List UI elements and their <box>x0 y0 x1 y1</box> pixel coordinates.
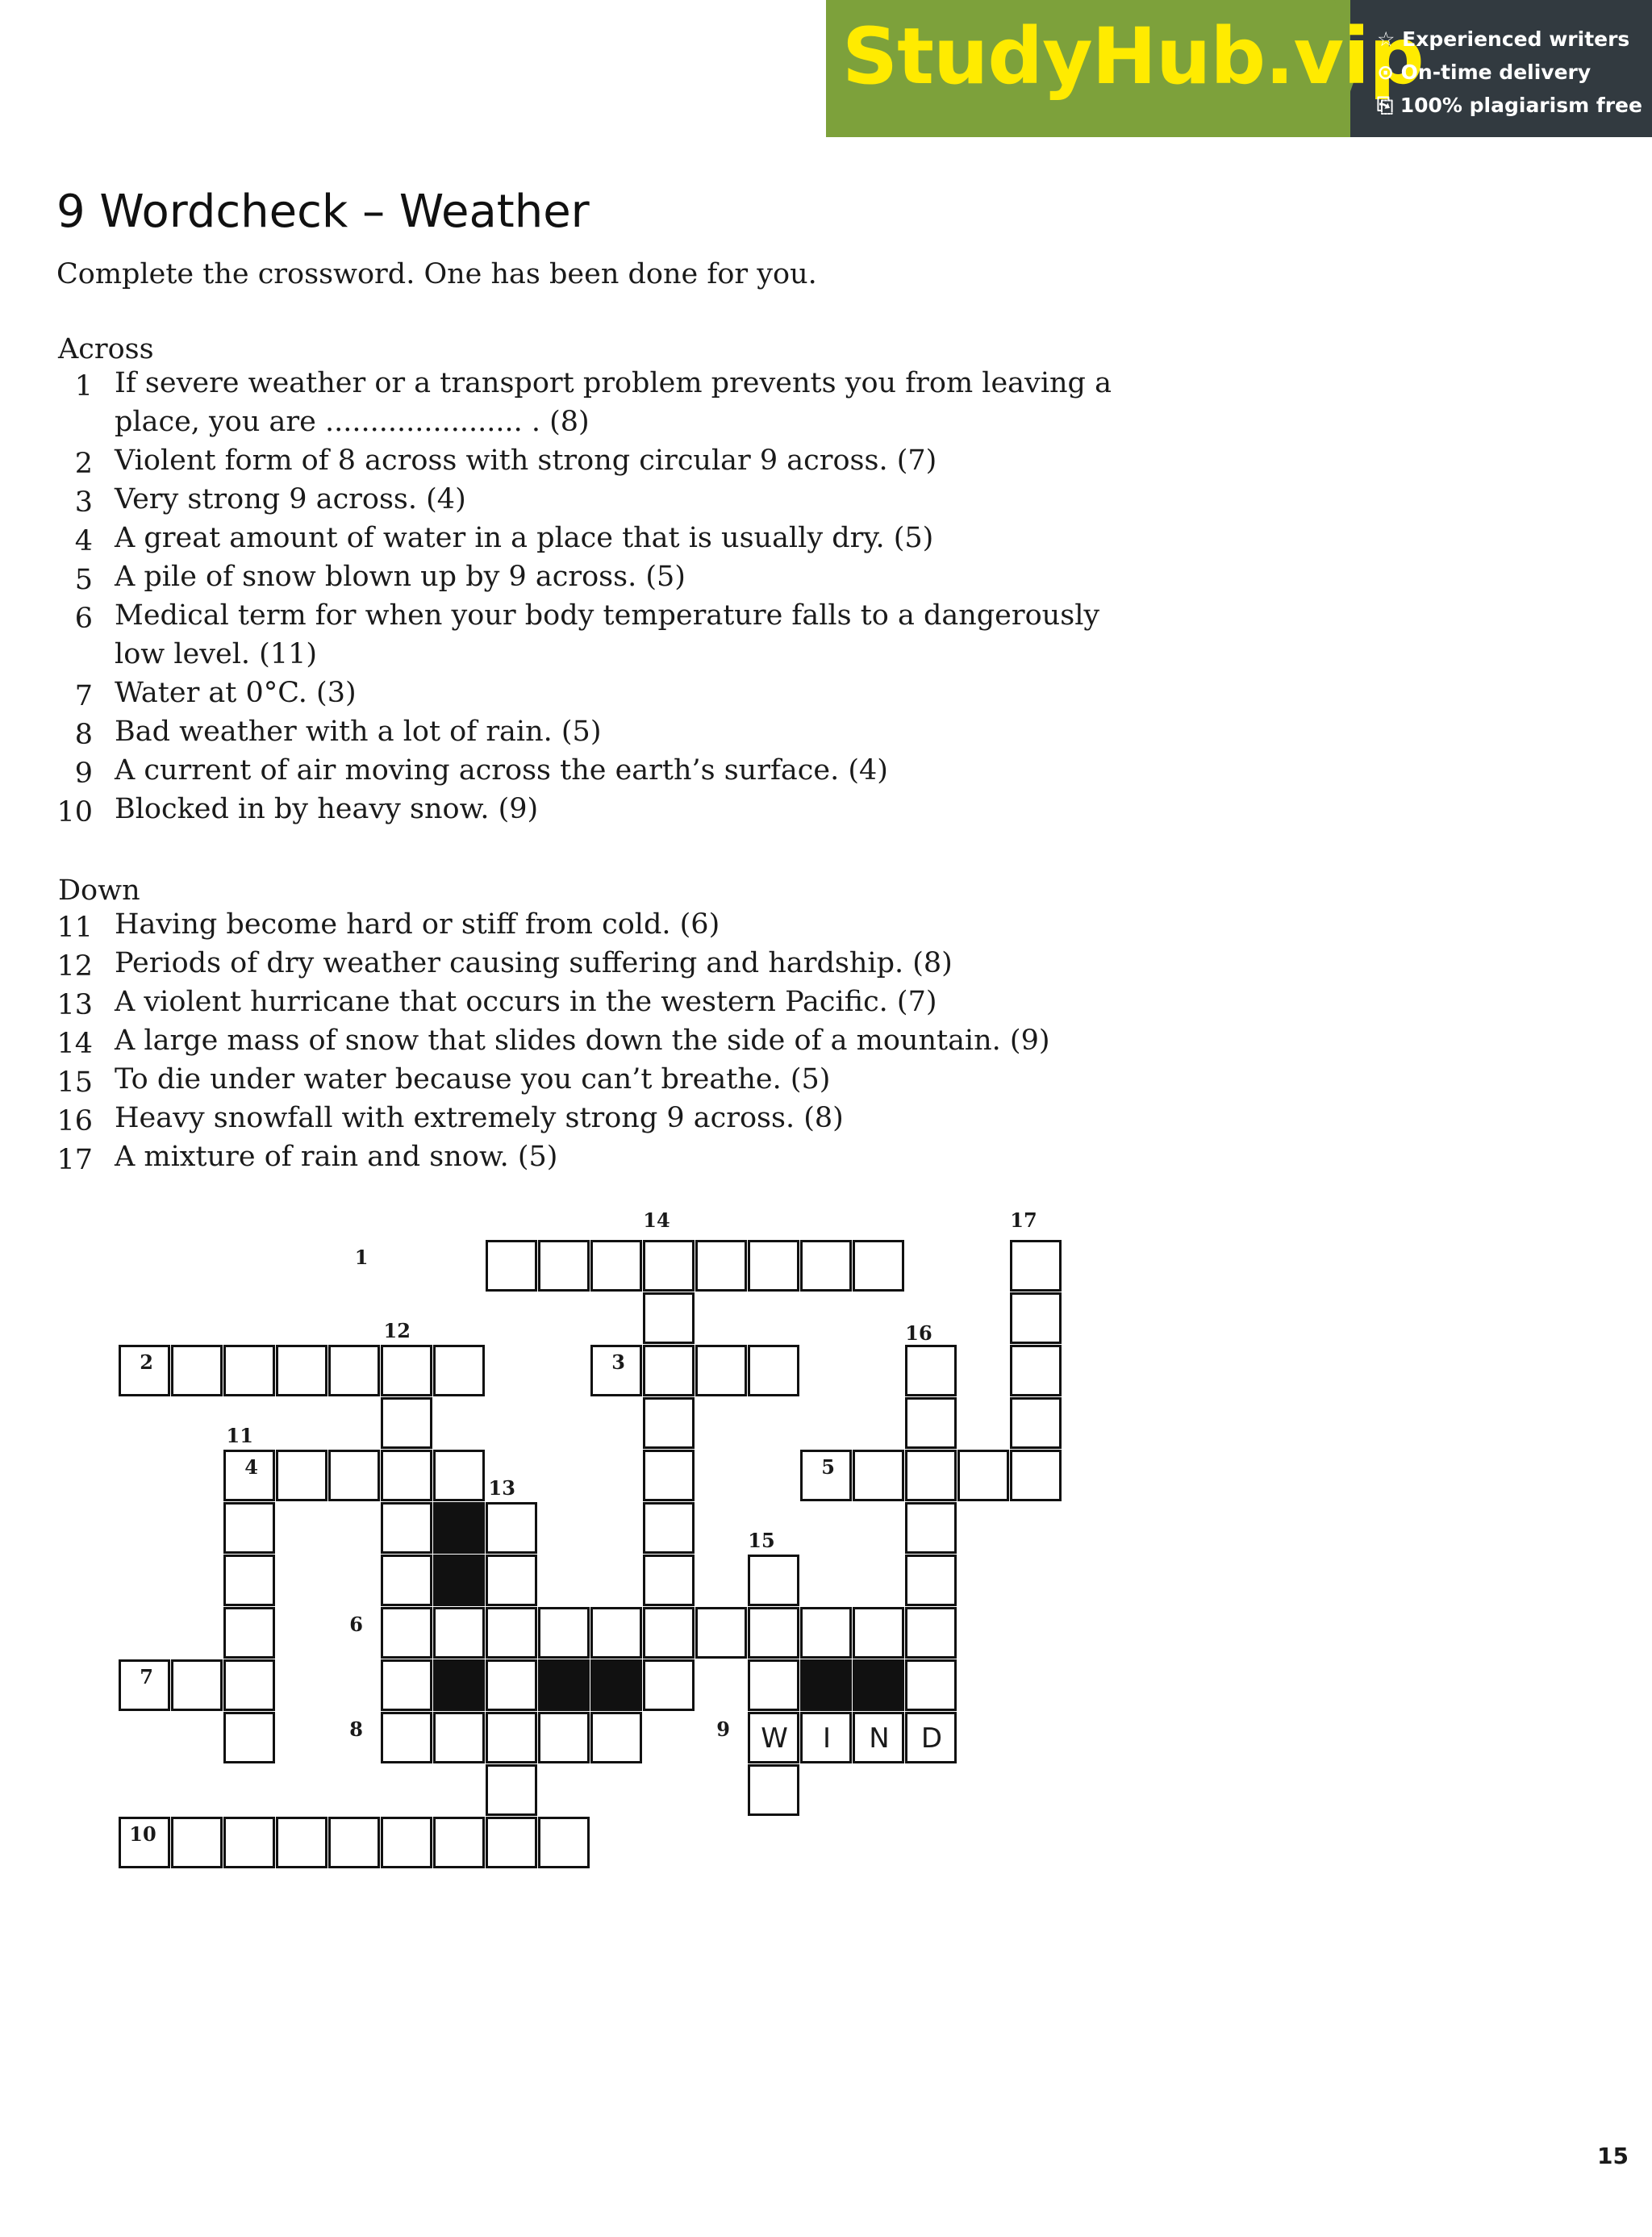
crossword-cell[interactable] <box>905 1502 957 1554</box>
crossword-cell[interactable] <box>486 1240 537 1292</box>
clue-number: 10 <box>56 796 93 828</box>
clue-number: 9 <box>74 757 93 790</box>
across-heading: Across <box>58 333 154 365</box>
crossword-cell[interactable] <box>223 1712 275 1763</box>
crossword-cell[interactable] <box>328 1817 380 1868</box>
crossword-cell[interactable] <box>486 1659 537 1711</box>
crossword-cell[interactable] <box>171 1659 223 1711</box>
clue-number: 8 <box>74 719 93 751</box>
clue-text: A mixture of rain and snow. (5) <box>115 1141 558 1173</box>
crossword-cell[interactable] <box>486 1607 537 1659</box>
clue-text: If severe weather or a transport problem prevents you from leaving a place, you are ...................... . (8) <box>115 367 1112 438</box>
crossword-cell[interactable] <box>643 1345 695 1396</box>
clue-number-label: 15 <box>748 1528 775 1552</box>
crossword-cell[interactable] <box>486 1764 537 1816</box>
given-letter: N <box>869 1722 890 1755</box>
black-cell <box>433 1502 485 1554</box>
crossword-cell[interactable] <box>433 1607 485 1659</box>
clue-number-label: 12 <box>383 1318 411 1342</box>
crossword-cell[interactable] <box>748 1659 799 1711</box>
crossword-cell[interactable] <box>853 1607 904 1659</box>
crossword-cell[interactable] <box>643 1240 695 1292</box>
clue-number-label: 9 <box>716 1717 730 1741</box>
clue-text: A large mass of snow that slides down the side of a mountain. (9) <box>115 1025 1050 1057</box>
crossword-cell[interactable] <box>853 1240 904 1292</box>
clue-text: Water at 0°C. (3) <box>115 677 357 709</box>
clue-text: Having become hard or stiff from cold. (6) <box>115 908 720 941</box>
clue-number-label: 16 <box>905 1321 932 1345</box>
crossword-cell[interactable] <box>905 1397 957 1449</box>
crossword-cell[interactable] <box>381 1659 432 1711</box>
crossword-cell[interactable] <box>748 1345 799 1396</box>
crossword-cell[interactable] <box>276 1817 327 1868</box>
crossword-cell[interactable] <box>223 1502 275 1554</box>
crossword-cell[interactable] <box>223 1555 275 1606</box>
black-cell <box>433 1659 485 1711</box>
crossword-cell[interactable] <box>748 1764 799 1816</box>
feature-experienced-writers: ☆ Experienced writers <box>1377 27 1630 51</box>
crossword-cell[interactable] <box>486 1502 537 1554</box>
clue-text: To die under water because you can’t breathe. (5) <box>115 1063 831 1096</box>
clue-number: 6 <box>74 603 93 635</box>
instructions: Complete the crossword. One has been done for you. <box>56 258 817 290</box>
crossword-cell[interactable] <box>486 1817 537 1868</box>
crossword-cell[interactable] <box>748 1555 799 1606</box>
crossword-cell[interactable] <box>433 1450 485 1501</box>
crossword-cell[interactable] <box>538 1607 590 1659</box>
black-cell <box>433 1555 485 1606</box>
feature-plagiarism-free: ⎘ 100% plagiarism free <box>1377 94 1642 117</box>
clue-number-label: 3 <box>611 1350 625 1374</box>
crossword-cell[interactable] <box>538 1240 590 1292</box>
crossword-cell[interactable] <box>905 1607 957 1659</box>
crossword-cell[interactable] <box>381 1345 432 1396</box>
crossword-cell[interactable] <box>433 1817 485 1868</box>
clue-number: 1 <box>74 370 93 403</box>
black-cell <box>800 1659 852 1711</box>
clue-number-label: 2 <box>140 1350 153 1374</box>
page-number: 15 <box>1597 2143 1629 2169</box>
crossword-cell[interactable] <box>223 1607 275 1659</box>
crossword-cell[interactable] <box>643 1502 695 1554</box>
crossword-cell[interactable] <box>643 1555 695 1606</box>
crossword-cell[interactable] <box>381 1607 432 1659</box>
crossword-cell[interactable] <box>433 1712 485 1763</box>
crossword-cell[interactable] <box>643 1607 695 1659</box>
clue-number: 14 <box>56 1028 93 1060</box>
crossword-cell[interactable] <box>328 1450 380 1501</box>
crossword-cell[interactable] <box>486 1712 537 1763</box>
studyhub-logo[interactable]: StudyHub.vip <box>842 11 1424 102</box>
clue-text: A great amount of water in a place that is usually dry. (5) <box>115 522 934 554</box>
black-cell <box>590 1659 642 1711</box>
clue-number: 7 <box>74 680 93 712</box>
given-letter: I <box>822 1722 832 1755</box>
crossword-cell[interactable] <box>643 1450 695 1501</box>
clue-text: A violent hurricane that occurs in the western Pacific. (7) <box>115 986 937 1018</box>
crossword-cell[interactable] <box>1010 1397 1062 1449</box>
clue-number: 17 <box>56 1144 93 1176</box>
crossword-cell[interactable] <box>328 1345 380 1396</box>
given-letter: D <box>920 1722 943 1755</box>
crossword-cell[interactable] <box>276 1450 327 1501</box>
crossword-cell[interactable] <box>643 1397 695 1449</box>
clue-text: Heavy snowfall with extremely strong 9 across. (8) <box>115 1102 844 1134</box>
crossword-cell[interactable] <box>695 1607 747 1659</box>
clue-number: 4 <box>74 525 93 557</box>
clue-text: Violent form of 8 across with strong circular 9 across. (7) <box>115 444 937 477</box>
clue-text: Blocked in by heavy snow. (9) <box>115 793 539 825</box>
crossword-cell[interactable] <box>433 1345 485 1396</box>
clue-number: 5 <box>74 564 93 596</box>
crossword-cell[interactable] <box>1010 1240 1062 1292</box>
clue-number-label: 13 <box>488 1475 515 1500</box>
clue-number: 15 <box>56 1066 93 1099</box>
crossword-cell[interactable] <box>223 1659 275 1711</box>
crossword-cell[interactable] <box>171 1345 223 1396</box>
clue-number-label: 4 <box>244 1454 258 1479</box>
black-cell <box>538 1659 590 1711</box>
crossword-cell[interactable] <box>590 1240 642 1292</box>
crossword-cell[interactable] <box>748 1240 799 1292</box>
crossword-cell[interactable] <box>223 1345 275 1396</box>
clue-number: 13 <box>56 989 93 1021</box>
crossword-cell[interactable] <box>1010 1345 1062 1396</box>
crossword-cell[interactable] <box>905 1345 957 1396</box>
clue-number: 11 <box>56 912 93 944</box>
crossword-cell[interactable] <box>590 1712 642 1763</box>
crossword-cell[interactable] <box>1010 1292 1062 1344</box>
crossword-cell[interactable] <box>276 1345 327 1396</box>
clue-number-label: 11 <box>226 1423 253 1447</box>
clue-number-label: 8 <box>349 1717 363 1741</box>
clue-number-label: 1 <box>354 1245 369 1269</box>
crossword-cell[interactable] <box>538 1817 590 1868</box>
page-title: 9 Wordcheck – Weather <box>56 186 590 238</box>
crossword-cell[interactable] <box>171 1817 223 1868</box>
crossword-cell[interactable] <box>643 1292 695 1344</box>
crossword-cell[interactable] <box>853 1450 904 1501</box>
black-cell <box>853 1659 904 1711</box>
crossword-cell[interactable] <box>643 1659 695 1711</box>
clue-text: Medical term for when your body temperature falls to a dangerously low level. (11) <box>115 599 1100 670</box>
clue-number-label: 14 <box>643 1208 670 1233</box>
crossword-cell[interactable] <box>381 1712 432 1763</box>
crossword-cell[interactable] <box>590 1607 642 1659</box>
clue-number: 12 <box>56 950 93 983</box>
clue-number-label: 17 <box>1010 1208 1037 1233</box>
crossword-cell[interactable] <box>486 1555 537 1606</box>
clue-number: 16 <box>56 1105 93 1137</box>
crossword-cell[interactable] <box>381 1502 432 1554</box>
clue-number: 3 <box>74 486 93 519</box>
given-letter: W <box>761 1722 788 1755</box>
crossword-cell[interactable] <box>905 1555 957 1606</box>
crossword-cell[interactable] <box>748 1607 799 1659</box>
clue-number: 2 <box>74 448 93 480</box>
crossword-cell[interactable] <box>538 1712 590 1763</box>
crossword-cell[interactable] <box>800 1240 852 1292</box>
feature-on-time-delivery: ⊙ On-time delivery <box>1377 61 1592 84</box>
crossword-cell[interactable] <box>381 1450 432 1501</box>
crossword-cell[interactable] <box>905 1450 957 1501</box>
clue-text: Bad weather with a lot of rain. (5) <box>115 716 602 748</box>
crossword-cell[interactable] <box>800 1607 852 1659</box>
clue-number-label: 10 <box>129 1822 156 1846</box>
clue-number-label: 7 <box>140 1664 153 1688</box>
crossword-cell[interactable] <box>695 1240 747 1292</box>
clue-text: Very strong 9 across. (4) <box>115 483 466 515</box>
crossword-cell[interactable] <box>381 1397 432 1449</box>
clue-text: Periods of dry weather causing suffering and hardship. (8) <box>115 947 953 979</box>
down-heading: Down <box>58 874 140 907</box>
clue-number-label: 6 <box>349 1612 363 1636</box>
clue-number-label: 5 <box>821 1454 835 1479</box>
crossword-cell[interactable] <box>381 1555 432 1606</box>
crossword-cell[interactable] <box>695 1345 747 1396</box>
clue-text: A pile of snow blown up by 9 across. (5) <box>115 561 686 593</box>
crossword-cell[interactable] <box>905 1659 957 1711</box>
crossword-cell[interactable] <box>381 1817 432 1868</box>
crossword-cell[interactable] <box>1010 1450 1062 1501</box>
crossword-cell[interactable] <box>957 1450 1009 1501</box>
crossword-cell[interactable] <box>223 1817 275 1868</box>
clue-text: A current of air moving across the earth’s surface. (4) <box>115 754 888 787</box>
